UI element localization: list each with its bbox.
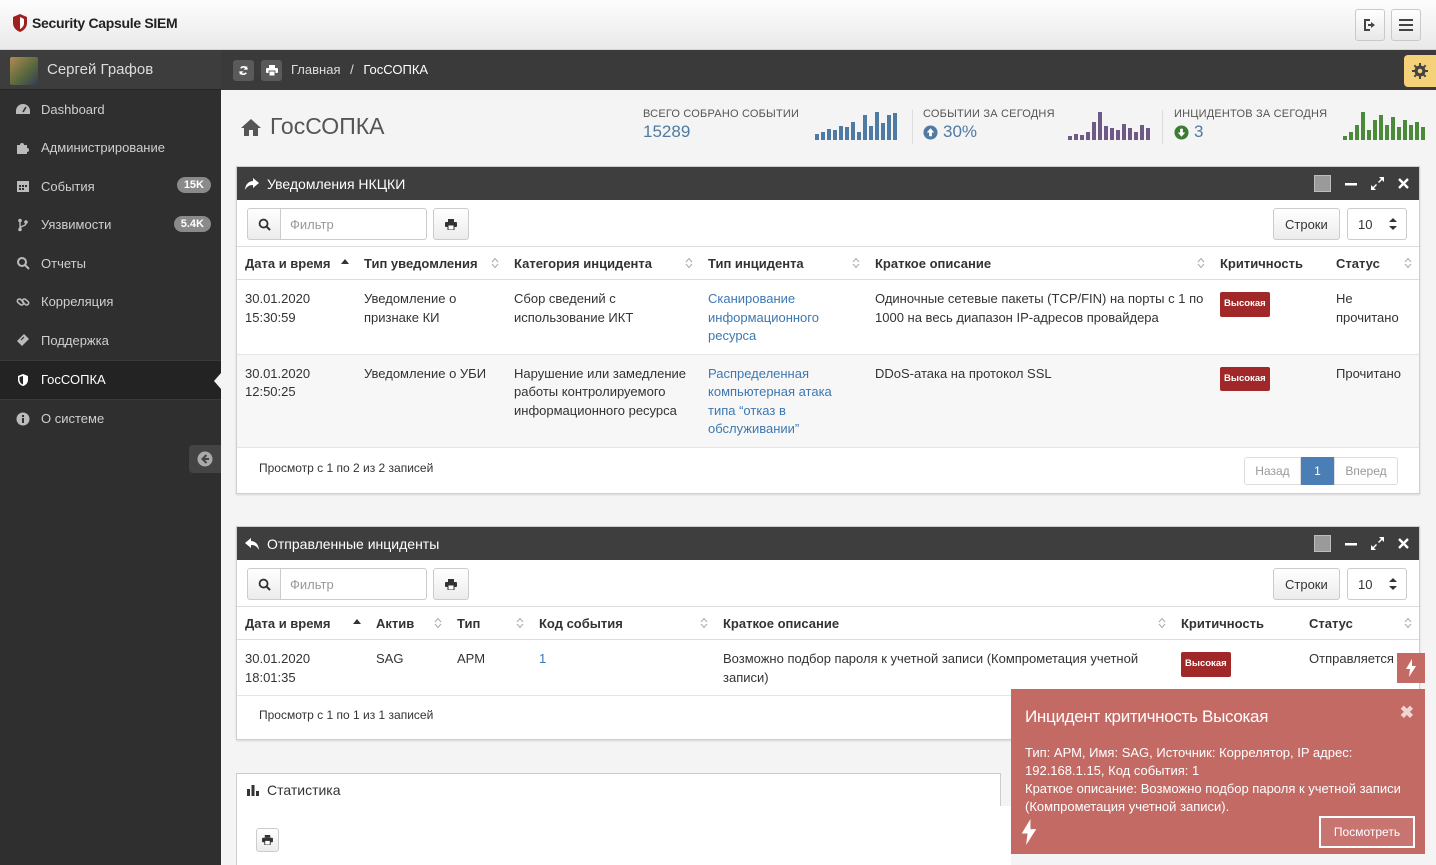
filter-group bbox=[247, 208, 427, 240]
sidebar-item-gossopka[interactable] bbox=[0, 360, 221, 400]
print-page-button[interactable] bbox=[261, 60, 282, 81]
stat-value bbox=[923, 122, 1055, 142]
panel-header bbox=[237, 527, 1419, 560]
panel-title: Отправленные инциденты bbox=[267, 535, 440, 552]
top-bar bbox=[0, 0, 1436, 50]
column-header-label: Дата и время bbox=[245, 615, 331, 631]
expand-icon[interactable] bbox=[1371, 177, 1384, 190]
sparkline-bar bbox=[887, 115, 891, 140]
sent-incidents-table bbox=[237, 606, 1419, 696]
sidebar-item-label: Корреляция bbox=[41, 294, 114, 310]
info-icon bbox=[15, 411, 31, 427]
stat-value bbox=[1174, 122, 1327, 142]
table-info: Просмотр с 1 по 2 из 2 записей bbox=[259, 461, 434, 475]
column-header-label: Тип уведомления bbox=[364, 255, 478, 271]
cell-asset: SAG bbox=[368, 640, 449, 696]
calendar-icon bbox=[15, 178, 31, 194]
stat-value-text: 3 bbox=[1194, 122, 1204, 141]
cell-type: АРМ bbox=[449, 640, 531, 696]
shield-logo-icon bbox=[12, 13, 28, 33]
stat-incidents-today bbox=[1174, 108, 1327, 142]
sparkline-bar bbox=[1086, 132, 1090, 140]
print-icon bbox=[262, 835, 273, 845]
column-header-label: Статус bbox=[1336, 255, 1380, 271]
sort-both-icon bbox=[1403, 257, 1413, 269]
cell-date: 30.01.2020 bbox=[245, 365, 311, 381]
pagination-page[interactable]: 1 bbox=[1301, 457, 1334, 485]
toast-title: Инцидент критичность Высокая bbox=[1025, 707, 1269, 726]
filter-search-button[interactable] bbox=[247, 568, 281, 600]
gear-icon bbox=[1412, 63, 1428, 79]
event-code-link[interactable]: 1 bbox=[539, 651, 547, 666]
sidebar-item-reports[interactable] bbox=[0, 244, 221, 283]
sparkline-bar bbox=[1128, 128, 1132, 140]
page-title bbox=[240, 113, 384, 140]
sidebar-item-events[interactable] bbox=[0, 167, 221, 206]
column-header-label: Актив bbox=[376, 615, 415, 631]
home-icon bbox=[240, 117, 262, 137]
column-header-label: Критичность bbox=[1181, 615, 1264, 631]
column-header-label: Тип инцидента bbox=[708, 255, 804, 271]
select-arrows-icon bbox=[1389, 218, 1397, 230]
sparkline-bar bbox=[1367, 130, 1371, 140]
column-header-label: Статус bbox=[1309, 615, 1353, 631]
sparkline-bar bbox=[1080, 135, 1084, 140]
app-title: Security Capsule SIEM bbox=[32, 15, 178, 31]
sidebar-nav bbox=[0, 90, 221, 438]
sort-asc-icon bbox=[340, 257, 350, 269]
sparkline-bar bbox=[1379, 115, 1383, 140]
sparkline-bar bbox=[1421, 127, 1425, 140]
rows-per-page-select[interactable] bbox=[1347, 208, 1407, 240]
sparkline-events-today bbox=[1068, 112, 1150, 140]
sidebar-item-dashboard[interactable] bbox=[0, 90, 221, 129]
sidebar-item-administration[interactable] bbox=[0, 129, 221, 168]
sparkline-bar bbox=[1385, 125, 1389, 140]
stat-label: ВСЕГО СОБРАНО СОБЫТИИ bbox=[643, 108, 800, 120]
stat-divider bbox=[912, 110, 913, 144]
sidebar-item-label: Отчеты bbox=[41, 255, 86, 271]
sparkline-bar bbox=[839, 126, 843, 140]
sparkline-bar bbox=[1355, 125, 1359, 140]
panel-header bbox=[237, 167, 1419, 200]
arrow-circle-up-icon bbox=[923, 125, 938, 140]
criticality-badge: Высокая bbox=[1220, 292, 1270, 317]
column-header-label: Категория инцидента bbox=[514, 255, 652, 271]
sparkline-bar bbox=[1343, 136, 1347, 140]
arrow-circle-down-icon bbox=[1174, 125, 1189, 140]
breadcrumb-current: ГосСОПКА bbox=[363, 62, 429, 77]
sidebar-item-label: ГосСОПКА bbox=[41, 372, 106, 387]
cell-time: 12:50:25 bbox=[245, 384, 296, 399]
sidebar-item-about[interactable] bbox=[0, 400, 221, 439]
table-row[interactable] bbox=[237, 640, 1419, 696]
pagination bbox=[1244, 457, 1398, 485]
code-fork-icon bbox=[15, 217, 31, 233]
sidebar-item-vulnerabilities[interactable] bbox=[0, 206, 221, 245]
avatar[interactable] bbox=[10, 57, 38, 85]
panel-title: Уведомления НКЦКИ bbox=[267, 175, 406, 192]
sidebar-collapse-button[interactable] bbox=[189, 445, 221, 473]
cell-notification-type: Уведомление о УБИ bbox=[356, 354, 506, 447]
toast-view-button[interactable]: Посмотреть bbox=[1319, 816, 1415, 848]
stat-label: ИНЦИДЕНТОВ ЗА СЕГОДНЯ bbox=[1174, 108, 1328, 120]
cell-incident-type bbox=[700, 354, 867, 447]
stat-value bbox=[643, 122, 799, 142]
cell-date: 30.01.2020 bbox=[245, 651, 311, 666]
cell-description: Одиночные сетевые пакеты (TCP/FIN) на порты с 1 по 1000 на весь диапазон IP-адресов провайдера bbox=[867, 280, 1212, 355]
incident-type-link[interactable]: Распределенная компьютерная атака типа “отказ в обслуживании” bbox=[708, 365, 832, 436]
expand-icon[interactable] bbox=[1371, 537, 1384, 550]
cell-status: Отправляется bbox=[1301, 640, 1419, 696]
sort-asc-icon bbox=[352, 617, 362, 629]
column-header-label: Тип bbox=[457, 615, 481, 631]
sidebar-item-label: Dashboard bbox=[41, 101, 105, 117]
column-header-datetime[interactable] bbox=[237, 607, 368, 640]
breadcrumb-home-link[interactable]: Главная bbox=[291, 62, 341, 77]
sparkline-bar bbox=[1068, 136, 1072, 140]
sparkline-bar bbox=[869, 126, 873, 140]
table-row[interactable] bbox=[237, 354, 1419, 447]
rows-per-page-value: 10 bbox=[1358, 576, 1373, 592]
cell-status: Прочитано bbox=[1328, 354, 1419, 447]
sidebar-item-correlation[interactable] bbox=[0, 283, 221, 322]
page-title-text: ГосСОПКА bbox=[270, 113, 385, 139]
refresh-icon bbox=[238, 65, 249, 76]
sparkline-bar bbox=[1074, 134, 1078, 140]
column-header-label: Дата и время bbox=[245, 255, 331, 271]
bar-chart-icon bbox=[247, 784, 259, 796]
reply-icon bbox=[245, 538, 259, 550]
sparkline-bar bbox=[893, 113, 897, 140]
toast-line-details: Тип: АРМ, Имя: SAG, Источник: Коррелятор, IP адрес: 192.168.1.15, Код события: 1 bbox=[1025, 745, 1353, 778]
sparkline-bar bbox=[857, 132, 861, 140]
column-header-label: Краткое описание bbox=[875, 255, 992, 271]
cell-datetime bbox=[237, 640, 368, 696]
sparkline-bar bbox=[1397, 127, 1401, 140]
sidebar-item-support[interactable] bbox=[0, 321, 221, 360]
sparkline-bar bbox=[1110, 128, 1114, 140]
sparkline-bar bbox=[1361, 112, 1365, 140]
column-header-status[interactable] bbox=[1328, 247, 1419, 280]
print-icon bbox=[445, 219, 457, 230]
user-name[interactable]: Сергей Графов bbox=[47, 61, 154, 78]
breadcrumb bbox=[291, 62, 428, 77]
sort-both-icon bbox=[433, 617, 443, 629]
column-header-label: Краткое описание bbox=[723, 615, 840, 631]
toast-line-description: Краткое описание: Возможно подбор пароля к учетной записи (Компрометация учетной записи). bbox=[1025, 781, 1401, 814]
shield-icon bbox=[15, 372, 31, 388]
column-header-datetime[interactable] bbox=[237, 247, 356, 280]
sparkline-bar bbox=[845, 127, 849, 140]
close-icon[interactable] bbox=[1398, 178, 1409, 189]
stat-value-text: 30% bbox=[943, 122, 978, 141]
sort-both-icon bbox=[515, 617, 525, 629]
column-header-notification-type[interactable] bbox=[356, 247, 506, 280]
sparkline-bar bbox=[1409, 125, 1413, 140]
sparkline-bar bbox=[851, 122, 855, 140]
incident-toast bbox=[1011, 689, 1425, 854]
search-icon bbox=[258, 578, 271, 591]
sort-both-icon bbox=[1157, 617, 1167, 629]
search-icon bbox=[258, 218, 271, 231]
criticality-badge: Высокая bbox=[1220, 367, 1270, 392]
filter-search-button[interactable] bbox=[247, 208, 281, 240]
select-arrows-icon bbox=[1389, 578, 1397, 590]
column-header-incident-type[interactable] bbox=[700, 247, 867, 280]
menu-button[interactable] bbox=[1391, 9, 1421, 41]
cell-event-code bbox=[531, 640, 715, 696]
app-logo[interactable] bbox=[12, 13, 177, 33]
sparkline-bar bbox=[1116, 130, 1120, 140]
cell-incident-category: Сбор сведений с использование ИКТ bbox=[506, 280, 700, 355]
sparkline-bar bbox=[1122, 124, 1126, 140]
close-icon[interactable] bbox=[1398, 538, 1409, 549]
pagination-next[interactable]: Вперед bbox=[1334, 457, 1398, 485]
events-count-badge: 15K bbox=[177, 177, 211, 193]
sort-both-icon bbox=[851, 257, 861, 269]
sidebar-item-label: Поддержка bbox=[41, 332, 109, 348]
cell-incident-category: Нарушение или замедление работы контролируемого информационного ресурса bbox=[506, 354, 700, 447]
refresh-button[interactable] bbox=[233, 60, 254, 81]
criticality-badge: Высокая bbox=[1181, 652, 1231, 677]
sidebar-item-label: О системе bbox=[41, 411, 105, 427]
toast-body bbox=[1025, 744, 1405, 816]
dashboard-icon bbox=[15, 101, 31, 117]
panel-title[interactable]: Статистика bbox=[267, 782, 341, 798]
bolt-icon bbox=[1021, 819, 1037, 845]
column-header-type[interactable] bbox=[449, 607, 531, 640]
sidebar-item-label: Уязвимости bbox=[41, 217, 112, 233]
notifications-toggle-button[interactable] bbox=[1397, 653, 1425, 683]
panel-controls bbox=[1314, 535, 1409, 552]
sparkline-bar bbox=[815, 134, 819, 140]
sparkline-bar bbox=[1140, 125, 1144, 140]
cell-date: 30.01.2020 bbox=[245, 291, 311, 306]
cell-incident-type bbox=[700, 280, 867, 355]
rows-button[interactable]: Строки bbox=[1273, 208, 1340, 240]
sparkline-bar bbox=[833, 130, 837, 140]
puzzle-icon bbox=[15, 140, 31, 156]
panel-statistics bbox=[236, 773, 1001, 806]
sparkline-bar bbox=[1098, 112, 1102, 140]
pagination-prev[interactable]: Назад bbox=[1244, 457, 1301, 485]
column-header-description[interactable] bbox=[867, 247, 1212, 280]
sort-both-icon bbox=[490, 257, 500, 269]
column-header-criticality[interactable] bbox=[1173, 607, 1301, 640]
sparkline-bar bbox=[1134, 132, 1138, 140]
cell-criticality bbox=[1212, 354, 1328, 447]
minimize-icon[interactable] bbox=[1345, 538, 1357, 550]
arrow-circle-left-icon bbox=[197, 451, 213, 467]
sparkline-bar bbox=[821, 132, 825, 140]
cell-description: DDoS-атака на протокол SSL bbox=[867, 354, 1212, 447]
sparkline-bar bbox=[1349, 132, 1353, 140]
panel-nkcki-notifications bbox=[236, 166, 1420, 494]
column-header-label: Критичность bbox=[1220, 255, 1303, 271]
print-statistics-button[interactable] bbox=[256, 828, 279, 852]
stat-total-events bbox=[643, 108, 799, 142]
column-header-status[interactable] bbox=[1301, 607, 1419, 640]
column-header-event-code[interactable] bbox=[531, 607, 715, 640]
rows-button[interactable]: Строки bbox=[1273, 568, 1340, 600]
stat-label: СОБЫТИИ ЗА СЕГОДНЯ bbox=[923, 108, 1055, 120]
stat-value-text: 15289 bbox=[643, 122, 691, 141]
panel-color-toggle[interactable] bbox=[1314, 535, 1331, 552]
panel-controls bbox=[1314, 175, 1409, 192]
sparkline-bar bbox=[827, 129, 831, 140]
cell-description: Возможно подбор пароля к учетной записи (Компрометация учетной записи) bbox=[715, 640, 1173, 696]
statistics-body bbox=[236, 806, 1011, 865]
filter-input[interactable] bbox=[281, 208, 427, 240]
cell-datetime bbox=[237, 354, 356, 447]
filter-input[interactable] bbox=[281, 568, 427, 600]
incident-type-link[interactable]: Сканирование информационного ресурса bbox=[708, 291, 819, 343]
search-icon bbox=[15, 255, 31, 271]
table-row[interactable] bbox=[237, 280, 1419, 355]
sidebar-item-label: События bbox=[41, 178, 95, 194]
column-header-incident-category[interactable] bbox=[506, 247, 700, 280]
print-table-button[interactable] bbox=[433, 568, 469, 600]
sparkline-bar bbox=[1092, 122, 1096, 140]
toast-close-button[interactable]: ✖ bbox=[1399, 703, 1414, 722]
cell-notification-type: Уведомление о признаке КИ bbox=[356, 280, 506, 355]
column-header-asset[interactable] bbox=[368, 607, 449, 640]
rows-per-page-value: 10 bbox=[1358, 216, 1373, 232]
vulnerabilities-count-badge: 5.4K bbox=[174, 216, 211, 232]
column-header-criticality[interactable] bbox=[1212, 247, 1328, 280]
sort-both-icon bbox=[1403, 617, 1413, 629]
stat-divider bbox=[1162, 110, 1163, 144]
settings-button[interactable] bbox=[1404, 55, 1436, 87]
cell-criticality bbox=[1173, 640, 1301, 696]
sparkline-bar bbox=[863, 115, 867, 140]
sparkline-bar bbox=[1104, 126, 1108, 140]
cell-criticality bbox=[1212, 280, 1328, 355]
sparkline-bar bbox=[1146, 128, 1150, 140]
column-header-label: Код события bbox=[539, 615, 623, 631]
panel-color-toggle[interactable] bbox=[1314, 175, 1331, 192]
sparkline-bar bbox=[1373, 120, 1377, 140]
rows-per-page-select[interactable] bbox=[1347, 568, 1407, 600]
logout-button[interactable] bbox=[1355, 9, 1385, 41]
sparkline-bar bbox=[1403, 120, 1407, 140]
cell-datetime bbox=[237, 280, 356, 355]
sparkline-bar bbox=[875, 112, 879, 140]
sort-both-icon bbox=[1196, 257, 1206, 269]
cell-time: 18:01:35 bbox=[245, 669, 296, 685]
cell-time: 15:30:59 bbox=[245, 309, 296, 325]
sparkline-incidents-today bbox=[1343, 112, 1425, 140]
minimize-icon[interactable] bbox=[1345, 178, 1357, 190]
sign-out-icon bbox=[1363, 18, 1377, 32]
sort-both-icon bbox=[699, 617, 709, 629]
column-header-description[interactable] bbox=[715, 607, 1173, 640]
ticket-icon bbox=[15, 332, 31, 348]
sort-both-icon bbox=[684, 257, 694, 269]
filter-group bbox=[247, 568, 427, 600]
link-icon bbox=[15, 294, 31, 310]
cell-status: Не прочитано bbox=[1328, 280, 1419, 355]
sparkline-bar bbox=[881, 123, 885, 140]
print-table-button[interactable] bbox=[433, 208, 469, 240]
sparkline-bar bbox=[1415, 122, 1419, 140]
breadcrumb-separator: / bbox=[350, 62, 354, 77]
sparkline-bar bbox=[1391, 117, 1395, 140]
print-icon bbox=[445, 579, 457, 590]
bolt-icon bbox=[1406, 659, 1416, 677]
share-icon bbox=[245, 178, 259, 190]
table-info: Просмотр с 1 по 1 из 1 записей bbox=[259, 708, 434, 722]
table-header-row bbox=[237, 607, 1419, 640]
table-header-row bbox=[237, 247, 1419, 280]
sparkline-total-events bbox=[815, 112, 897, 140]
bars-icon bbox=[1399, 19, 1413, 31]
stat-events-today bbox=[923, 108, 1055, 142]
notifications-table bbox=[237, 246, 1419, 448]
sidebar-item-label: Администрирование bbox=[41, 140, 165, 156]
print-icon bbox=[266, 65, 278, 76]
